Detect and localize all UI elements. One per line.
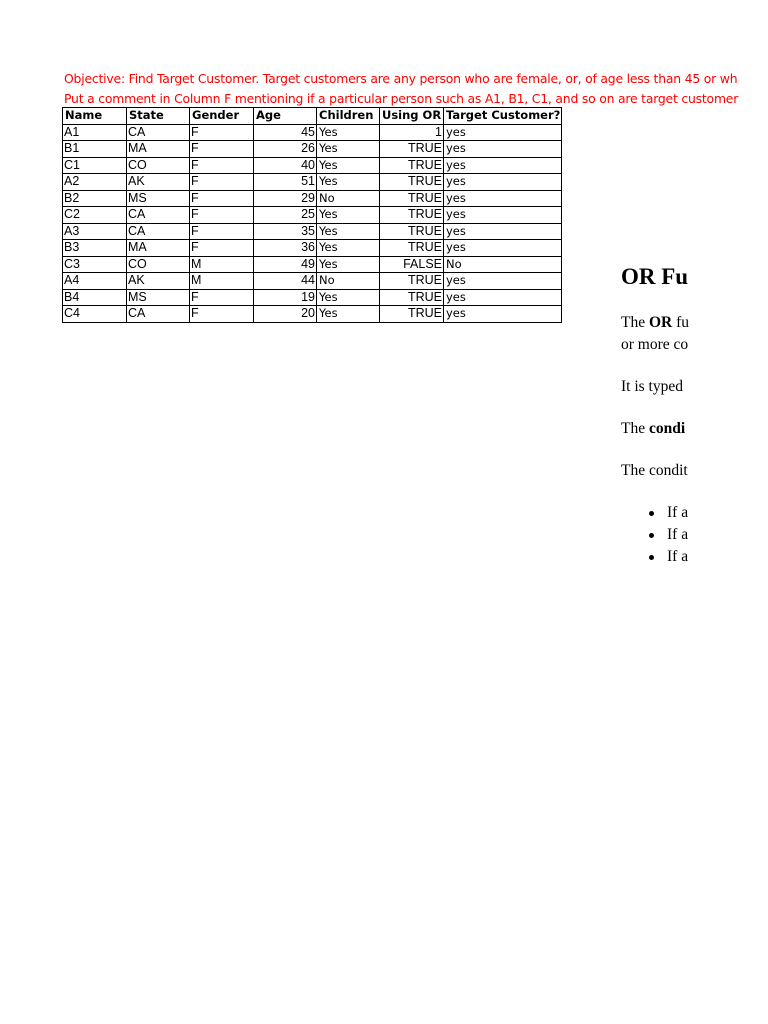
cell-target-customer[interactable]: yes bbox=[444, 273, 562, 290]
cell-using-or[interactable]: FALSE bbox=[380, 256, 444, 273]
cell-target-customer[interactable]: yes bbox=[444, 157, 562, 174]
doc-paragraph-2: It is typed bbox=[621, 378, 683, 395]
cell-children[interactable]: No bbox=[317, 273, 380, 290]
cell-name[interactable]: A2 bbox=[63, 174, 127, 191]
cell-children[interactable]: Yes bbox=[317, 157, 380, 174]
cell-gender[interactable]: F bbox=[190, 124, 254, 141]
doc-bullet-list bbox=[621, 502, 768, 568]
cell-children[interactable]: No bbox=[317, 190, 380, 207]
cell-children[interactable]: Yes bbox=[317, 124, 380, 141]
cell-age[interactable]: 20 bbox=[254, 306, 317, 323]
or-function-doc bbox=[621, 262, 768, 568]
cell-age[interactable]: 25 bbox=[254, 207, 317, 224]
cell-gender[interactable]: F bbox=[190, 223, 254, 240]
cell-gender[interactable]: M bbox=[190, 273, 254, 290]
table-row bbox=[63, 306, 562, 323]
doc-p1-line-2: or more co bbox=[621, 336, 689, 353]
cell-gender[interactable]: F bbox=[190, 141, 254, 158]
customer-table bbox=[62, 107, 562, 323]
cell-using-or[interactable]: TRUE bbox=[380, 240, 444, 257]
cell-using-or[interactable]: TRUE bbox=[380, 289, 444, 306]
header-using-or[interactable]: Using OR bbox=[380, 108, 444, 125]
cell-using-or[interactable]: 1 bbox=[380, 124, 444, 141]
cell-name[interactable]: A1 bbox=[63, 124, 127, 141]
objective-line-1: Objective: Find Target Customer. Target customers are any person who are female, or, of age less than 45 or wh bbox=[64, 71, 738, 86]
cell-name[interactable]: C1 bbox=[63, 157, 127, 174]
table-row bbox=[63, 174, 562, 191]
table-row bbox=[63, 157, 562, 174]
table-body bbox=[63, 124, 562, 322]
header-gender[interactable]: Gender bbox=[190, 108, 254, 125]
doc-title: OR Fu bbox=[621, 264, 689, 289]
table-row bbox=[63, 207, 562, 224]
table-row bbox=[63, 141, 562, 158]
cell-gender[interactable]: F bbox=[190, 190, 254, 207]
cell-name[interactable]: B3 bbox=[63, 240, 127, 257]
cell-children[interactable]: Yes bbox=[317, 240, 380, 257]
header-children[interactable]: Children bbox=[317, 108, 380, 125]
doc-p1-prefix: The bbox=[621, 314, 649, 331]
cell-name[interactable]: C2 bbox=[63, 207, 127, 224]
table-header-row bbox=[63, 108, 562, 125]
cell-children[interactable]: Yes bbox=[317, 256, 380, 273]
cell-age[interactable]: 26 bbox=[254, 141, 317, 158]
cell-target-customer[interactable]: No bbox=[444, 256, 562, 273]
cell-target-customer[interactable]: yes bbox=[444, 190, 562, 207]
cell-age[interactable]: 19 bbox=[254, 289, 317, 306]
doc-bullet-item: If a bbox=[621, 546, 768, 568]
cell-target-customer[interactable]: yes bbox=[444, 207, 562, 224]
cell-state[interactable]: CA bbox=[127, 124, 190, 141]
cell-age[interactable]: 49 bbox=[254, 256, 317, 273]
cell-gender[interactable]: F bbox=[190, 289, 254, 306]
cell-age[interactable]: 44 bbox=[254, 273, 317, 290]
cell-state[interactable]: AK bbox=[127, 174, 190, 191]
cell-gender[interactable]: M bbox=[190, 256, 254, 273]
cell-name[interactable]: B2 bbox=[63, 190, 127, 207]
cell-state[interactable]: MS bbox=[127, 190, 190, 207]
cell-state[interactable]: AK bbox=[127, 273, 190, 290]
cell-name[interactable]: C4 bbox=[63, 306, 127, 323]
cell-using-or[interactable]: TRUE bbox=[380, 157, 444, 174]
cell-name[interactable]: B1 bbox=[63, 141, 127, 158]
cell-name[interactable]: A3 bbox=[63, 223, 127, 240]
cell-children[interactable]: Yes bbox=[317, 174, 380, 191]
cell-using-or[interactable]: TRUE bbox=[380, 273, 444, 290]
cell-using-or[interactable]: TRUE bbox=[380, 141, 444, 158]
cell-target-customer[interactable]: yes bbox=[444, 174, 562, 191]
cell-target-customer[interactable]: yes bbox=[444, 306, 562, 323]
cell-age[interactable]: 51 bbox=[254, 174, 317, 191]
table-row bbox=[63, 124, 562, 141]
cell-state[interactable]: CO bbox=[127, 157, 190, 174]
doc-bullet-item: If a bbox=[621, 524, 768, 546]
cell-using-or[interactable]: TRUE bbox=[380, 306, 444, 323]
cell-state[interactable]: MS bbox=[127, 289, 190, 306]
table-row bbox=[63, 273, 562, 290]
doc-p1-suffix: fu bbox=[672, 314, 690, 331]
cell-age[interactable]: 36 bbox=[254, 240, 317, 257]
cell-target-customer[interactable]: yes bbox=[444, 124, 562, 141]
doc-paragraph-1 bbox=[621, 312, 768, 356]
cell-name[interactable]: B4 bbox=[63, 289, 127, 306]
cell-gender[interactable]: F bbox=[190, 207, 254, 224]
cell-state[interactable]: CA bbox=[127, 207, 190, 224]
doc-paragraph-4: The condit bbox=[621, 462, 688, 479]
doc-bullet-item: If a bbox=[621, 502, 768, 524]
cell-age[interactable]: 40 bbox=[254, 157, 317, 174]
doc-paragraph-3 bbox=[621, 418, 768, 440]
header-age[interactable]: Age bbox=[254, 108, 317, 125]
cell-age[interactable]: 29 bbox=[254, 190, 317, 207]
cell-using-or[interactable]: TRUE bbox=[380, 190, 444, 207]
cell-gender[interactable]: F bbox=[190, 157, 254, 174]
cell-using-or[interactable]: TRUE bbox=[380, 207, 444, 224]
table-row bbox=[63, 223, 562, 240]
header-target-customer[interactable]: Target Customer? bbox=[444, 108, 562, 125]
cell-children[interactable]: Yes bbox=[317, 141, 380, 158]
cell-state[interactable]: CA bbox=[127, 306, 190, 323]
objective-line-2: Put a comment in Column F mentioning if a particular person such as A1, B1, C1, and so on are target customer bbox=[64, 91, 739, 106]
cell-gender[interactable]: F bbox=[190, 240, 254, 257]
cell-age[interactable]: 45 bbox=[254, 124, 317, 141]
cell-using-or[interactable]: TRUE bbox=[380, 174, 444, 191]
cell-gender[interactable]: F bbox=[190, 174, 254, 191]
cell-target-customer[interactable]: yes bbox=[444, 240, 562, 257]
cell-state[interactable]: CO bbox=[127, 256, 190, 273]
table-row bbox=[63, 240, 562, 257]
cell-state[interactable]: CA bbox=[127, 223, 190, 240]
cell-target-customer[interactable]: yes bbox=[444, 141, 562, 158]
cell-children[interactable]: Yes bbox=[317, 289, 380, 306]
cell-state[interactable]: MA bbox=[127, 141, 190, 158]
cell-children[interactable]: Yes bbox=[317, 207, 380, 224]
cell-name[interactable]: C3 bbox=[63, 256, 127, 273]
cell-target-customer[interactable]: yes bbox=[444, 223, 562, 240]
doc-p1-bold: OR bbox=[648, 314, 673, 331]
table-row bbox=[63, 289, 562, 306]
cell-gender[interactable]: F bbox=[190, 306, 254, 323]
table-row bbox=[63, 256, 562, 273]
cell-name[interactable]: A4 bbox=[63, 273, 127, 290]
cell-children[interactable]: Yes bbox=[317, 223, 380, 240]
table-row bbox=[63, 190, 562, 207]
doc-p3-prefix: The bbox=[621, 420, 649, 437]
cell-using-or[interactable]: TRUE bbox=[380, 223, 444, 240]
header-name[interactable]: Name bbox=[63, 108, 127, 125]
cell-target-customer[interactable]: yes bbox=[444, 289, 562, 306]
header-state[interactable]: State bbox=[127, 108, 190, 125]
cell-age[interactable]: 35 bbox=[254, 223, 317, 240]
doc-p3-bold: condi bbox=[648, 420, 686, 437]
objective-note bbox=[64, 69, 768, 109]
cell-children[interactable]: Yes bbox=[317, 306, 380, 323]
cell-state[interactable]: MA bbox=[127, 240, 190, 257]
